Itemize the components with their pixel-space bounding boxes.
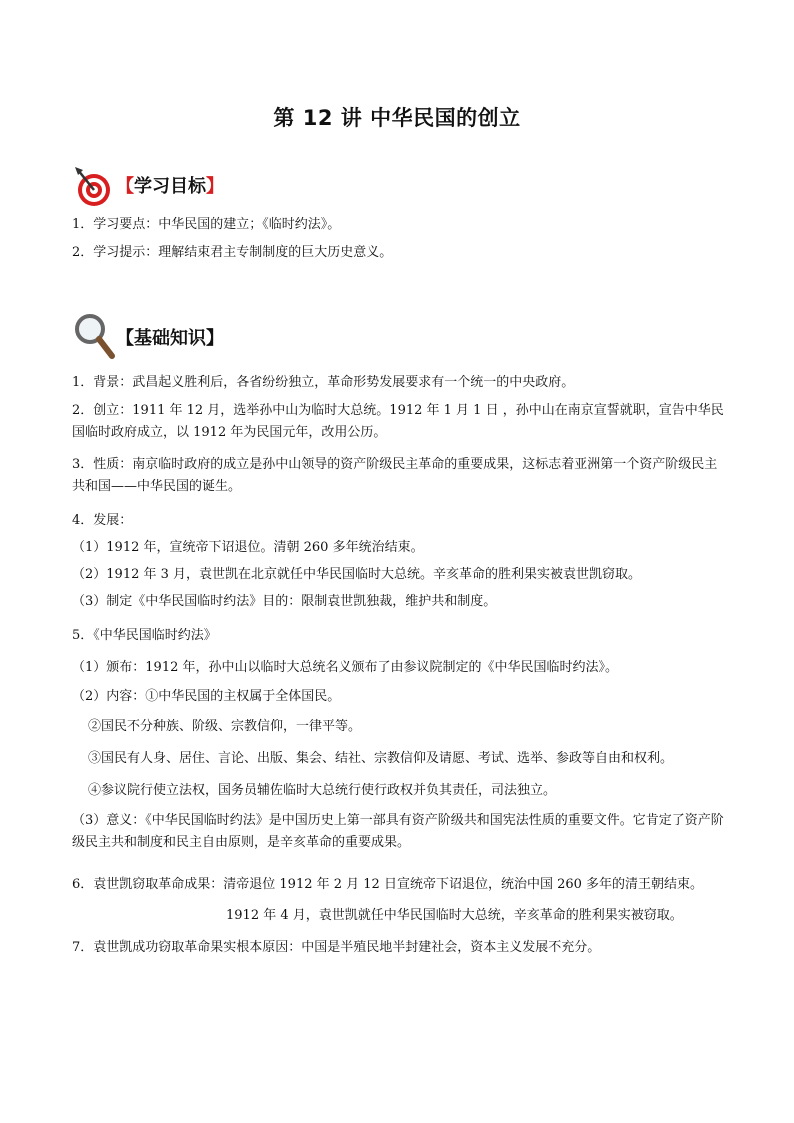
page-title: 第 12 讲 中华民国的创立 [273,106,521,130]
goals-heading-text: 【学习目标】 [116,176,224,197]
list-item: 5．《中华民国临时约法》 [72,628,217,643]
list-item: 1．学习要点：中华民国的建立；《临时约法》。 [72,217,341,232]
list-item: 1．背景：武昌起义胜利后，各省纷纷独立，革命形势发展要求有一个统一的中央政府。 [72,375,575,390]
list-item: ④参议院行使立法权，国务员辅佐临时大总统行使行政权并负其责任，司法独立。 [88,783,557,798]
list-item: 4．发展： [72,513,133,528]
list-item: 3．性质：南京临时政府的成立是孙中山领导的资产阶级民主革命的重要成果，这标志着亚洲第一个资产阶级民主共和国——中华民国的诞生。 [72,457,718,494]
list-item: （3）制定《中华民国临时约法》目的：限制袁世凯独裁，维护共和制度。 [72,594,497,609]
magnifier-icon [72,312,116,360]
list-item: （1）颁布：1912 年，孙中山以临时大总统名义颁布了由参议院制定的《中华民国临时约法》。 [72,660,618,675]
basics-heading [72,312,292,360]
list-item: 1912 年 4 月，袁世凯就任中华民国临时大总统，辛亥革命的胜利果实被窃取。 [226,908,683,923]
basics-heading-text: 【基础知识】 [116,328,224,349]
list-item: 2．学习提示：理解结束君主专制制度的巨大历史意义。 [72,245,393,260]
list-item: （3）意义：《中华民国临时约法》是中国历史上第一部具有资产阶级共和国宪法性质的重要文件。它肯定了资产阶级民主共和制度和民主自由原则，是辛亥革命的重要成果。 [72,813,724,850]
goals-heading [72,164,292,204]
list-item: 7．袁世凯成功窃取革命果实根本原因：中国是半殖民地半封建社会，资本主义发展不充分。 [72,940,601,955]
list-item: ②国民不分种族、阶级、宗教信仰，一律平等。 [88,719,362,734]
target-dart-icon [72,164,116,208]
list-item: 2．创立：1911 年 12 月，选举孙中山为临时大总统。1912 年 1 月 1 日 ，孙中山在南京宣誓就职，宣告中华民国临时政府成立，以 1912 年为民国元年，改用公历。 [72,403,724,440]
list-item: （2）内容：①中华民国的主权属于全体国民。 [72,689,341,704]
list-item: ③国民有人身、居住、言论、出版、集会、结社、宗教信仰及请愿、考试、选举、参政等自由和权利。 [88,751,674,766]
list-item: 6．袁世凯窃取革命成果：清帝退位 1912 年 2 月 12 日宣统帝下诏退位，统治中国 260 多年的清王朝结束。 [72,877,704,892]
list-item: （2）1912 年 3 月，袁世凯在北京就任中华民国临时大总统。辛亥革命的胜利果实被袁世凯窃取。 [72,567,642,582]
list-item: （1）1912 年，宣统帝下诏退位。清朝 260 多年统治结束。 [72,540,424,555]
